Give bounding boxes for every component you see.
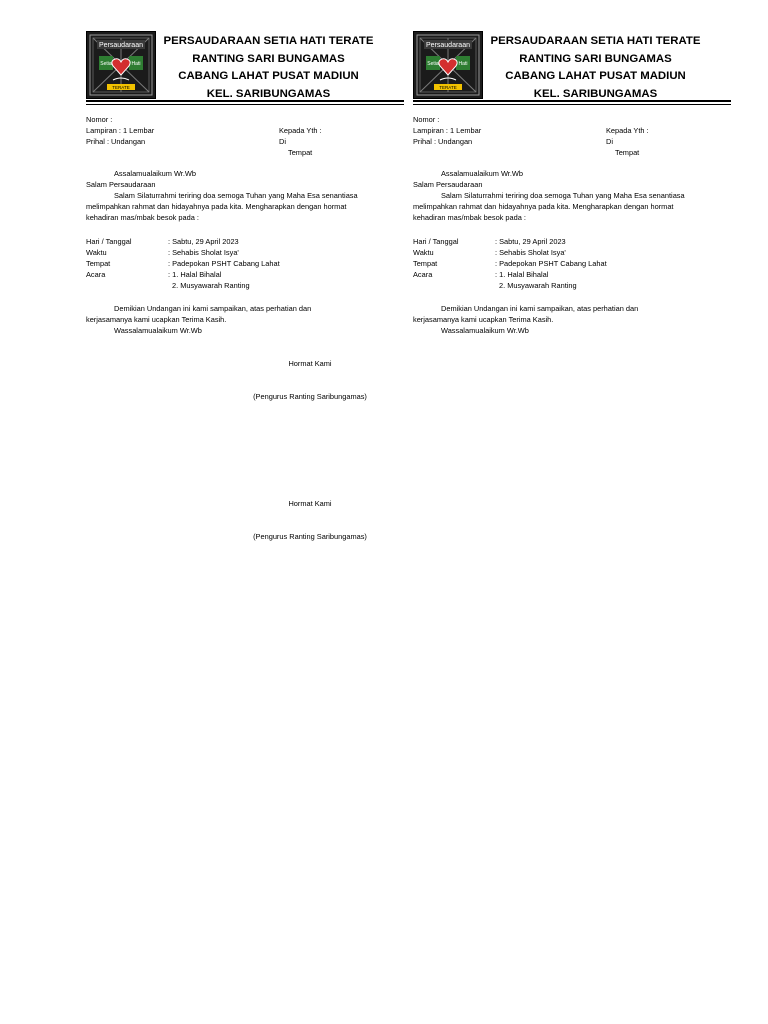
greeting: Assalamualaikum Wr.Wb: [441, 169, 524, 178]
detail-value: : Padepokan PSHT Cabang Lahat: [495, 259, 607, 268]
detail-value: : 1. Halal Bihalal: [168, 270, 222, 279]
salam: Salam Persaudaraan: [86, 180, 156, 189]
detail-label: Tempat: [413, 259, 438, 268]
logo-text-bottom: TERATE: [439, 85, 457, 90]
org-kelurahan: KEL. SARIBUNGAMAS: [206, 87, 331, 100]
invitation-letter-left: [86, 0, 406, 360]
logo-text-right: Hati: [131, 61, 141, 67]
lampiran-line: Lampiran : 1 Lembar: [86, 126, 155, 135]
org-cabang: CABANG LAHAT PUSAT MADIUN: [505, 70, 686, 82]
logo-text-top: Persaudaraan: [99, 42, 143, 49]
closing-line-2: kerjasamanya kami ucapkan Terima Kasih.: [413, 315, 554, 324]
detail-label: Acara: [413, 270, 433, 279]
org-cabang: CABANG LAHAT PUSAT MADIUN: [178, 70, 359, 82]
org-name: PERSAUDARAAN SETIA HATI TERATE: [163, 35, 374, 47]
closing-line-1: Demikian Undangan ini kami sampaikan, atas perhatian dan: [441, 304, 639, 313]
farewell: Wassalamualaikum Wr.Wb: [441, 326, 529, 335]
kepada-line: Kepada Yth :: [279, 126, 322, 135]
body-line-3: kehadiran mas/mbak besok pada :: [86, 213, 199, 222]
org-kelurahan: KEL. SARIBUNGAMAS: [533, 87, 658, 100]
body-line-3: kehadiran mas/mbak besok pada :: [413, 213, 526, 222]
detail-value: : Sabtu, 29 April 2023: [168, 237, 239, 246]
logo-text-left: Setia: [100, 61, 112, 67]
di-line: Di: [606, 137, 613, 146]
pengurus-signature: (Pengurus Ranting Saribungamas): [253, 392, 367, 401]
pengurus-signature: (Pengurus Ranting Saribungamas): [253, 532, 367, 541]
body-line-2: melimpahkan rahmat dan hidayahnya pada kita. Mengharapkan dengan hormat: [413, 202, 674, 211]
logo-text-right: Hati: [458, 61, 468, 67]
header-rule-thin: [86, 104, 404, 105]
tempat-line: Tempat: [288, 148, 313, 157]
logo-text-left: Setia: [427, 61, 439, 67]
psht-logo: [413, 31, 483, 99]
detail-value: : Sabtu, 29 April 2023: [495, 237, 566, 246]
prihal-line: Prihal : Undangan: [86, 137, 146, 146]
detail-label: Hari / Tanggal: [413, 237, 459, 246]
org-ranting: RANTING SARI BUNGAMAS: [192, 52, 345, 65]
prihal-line: Prihal : Undangan: [413, 137, 473, 146]
header-rule: [413, 100, 731, 102]
detail-label: Acara: [86, 270, 106, 279]
header-rule-thin: [413, 104, 731, 105]
lampiran-line: Lampiran : 1 Lembar: [413, 126, 482, 135]
detail-label: Waktu: [413, 248, 434, 257]
closing-line-1: Demikian Undangan ini kami sampaikan, atas perhatian dan: [114, 304, 312, 313]
nomor-line: Nomor :: [413, 115, 440, 124]
detail-label: Tempat: [86, 259, 111, 268]
tempat-line: Tempat: [615, 148, 640, 157]
acara-item-2: 2. Musyawarah Ranting: [172, 281, 250, 290]
org-ranting: RANTING SARI BUNGAMAS: [519, 52, 672, 65]
organization-header: [156, 33, 381, 103]
header-rule: [86, 100, 404, 102]
logo-text-top: Persaudaraan: [426, 42, 470, 49]
psht-logo: [86, 31, 156, 99]
detail-label: Waktu: [86, 248, 107, 257]
detail-value: : Sehabis Sholat Isya': [168, 248, 239, 257]
body-line-1: Salam Silaturrahmi teriring doa semoga Tuhan yang Maha Esa senantiasa: [114, 191, 358, 200]
body-line-2: melimpahkan rahmat dan hidayahnya pada kita. Mengharapkan dengan hormat: [86, 202, 347, 211]
hormat-kami: Hormat Kami: [288, 359, 332, 368]
detail-value: : Sehabis Sholat Isya': [495, 248, 566, 257]
org-name: PERSAUDARAAN SETIA HATI TERATE: [490, 35, 701, 47]
hormat-kami: Hormat Kami: [288, 499, 332, 508]
detail-label: Hari / Tanggal: [86, 237, 132, 246]
organization-header: [483, 33, 708, 103]
closing-line-2: kerjasamanya kami ucapkan Terima Kasih.: [86, 315, 227, 324]
greeting: Assalamualaikum Wr.Wb: [114, 169, 197, 178]
kepada-line: Kepada Yth :: [606, 126, 649, 135]
body-line-1: Salam Silaturrahmi teriring doa semoga Tuhan yang Maha Esa senantiasa: [441, 191, 685, 200]
invitation-letter-right: [413, 0, 733, 360]
acara-item-2: 2. Musyawarah Ranting: [499, 281, 577, 290]
farewell: Wassalamualaikum Wr.Wb: [114, 326, 202, 335]
logo-text-bottom: TERATE: [112, 85, 130, 90]
detail-value: : Padepokan PSHT Cabang Lahat: [168, 259, 280, 268]
salam: Salam Persaudaraan: [413, 180, 483, 189]
di-line: Di: [279, 137, 286, 146]
detail-value: : 1. Halal Bihalal: [495, 270, 549, 279]
nomor-line: Nomor :: [86, 115, 113, 124]
